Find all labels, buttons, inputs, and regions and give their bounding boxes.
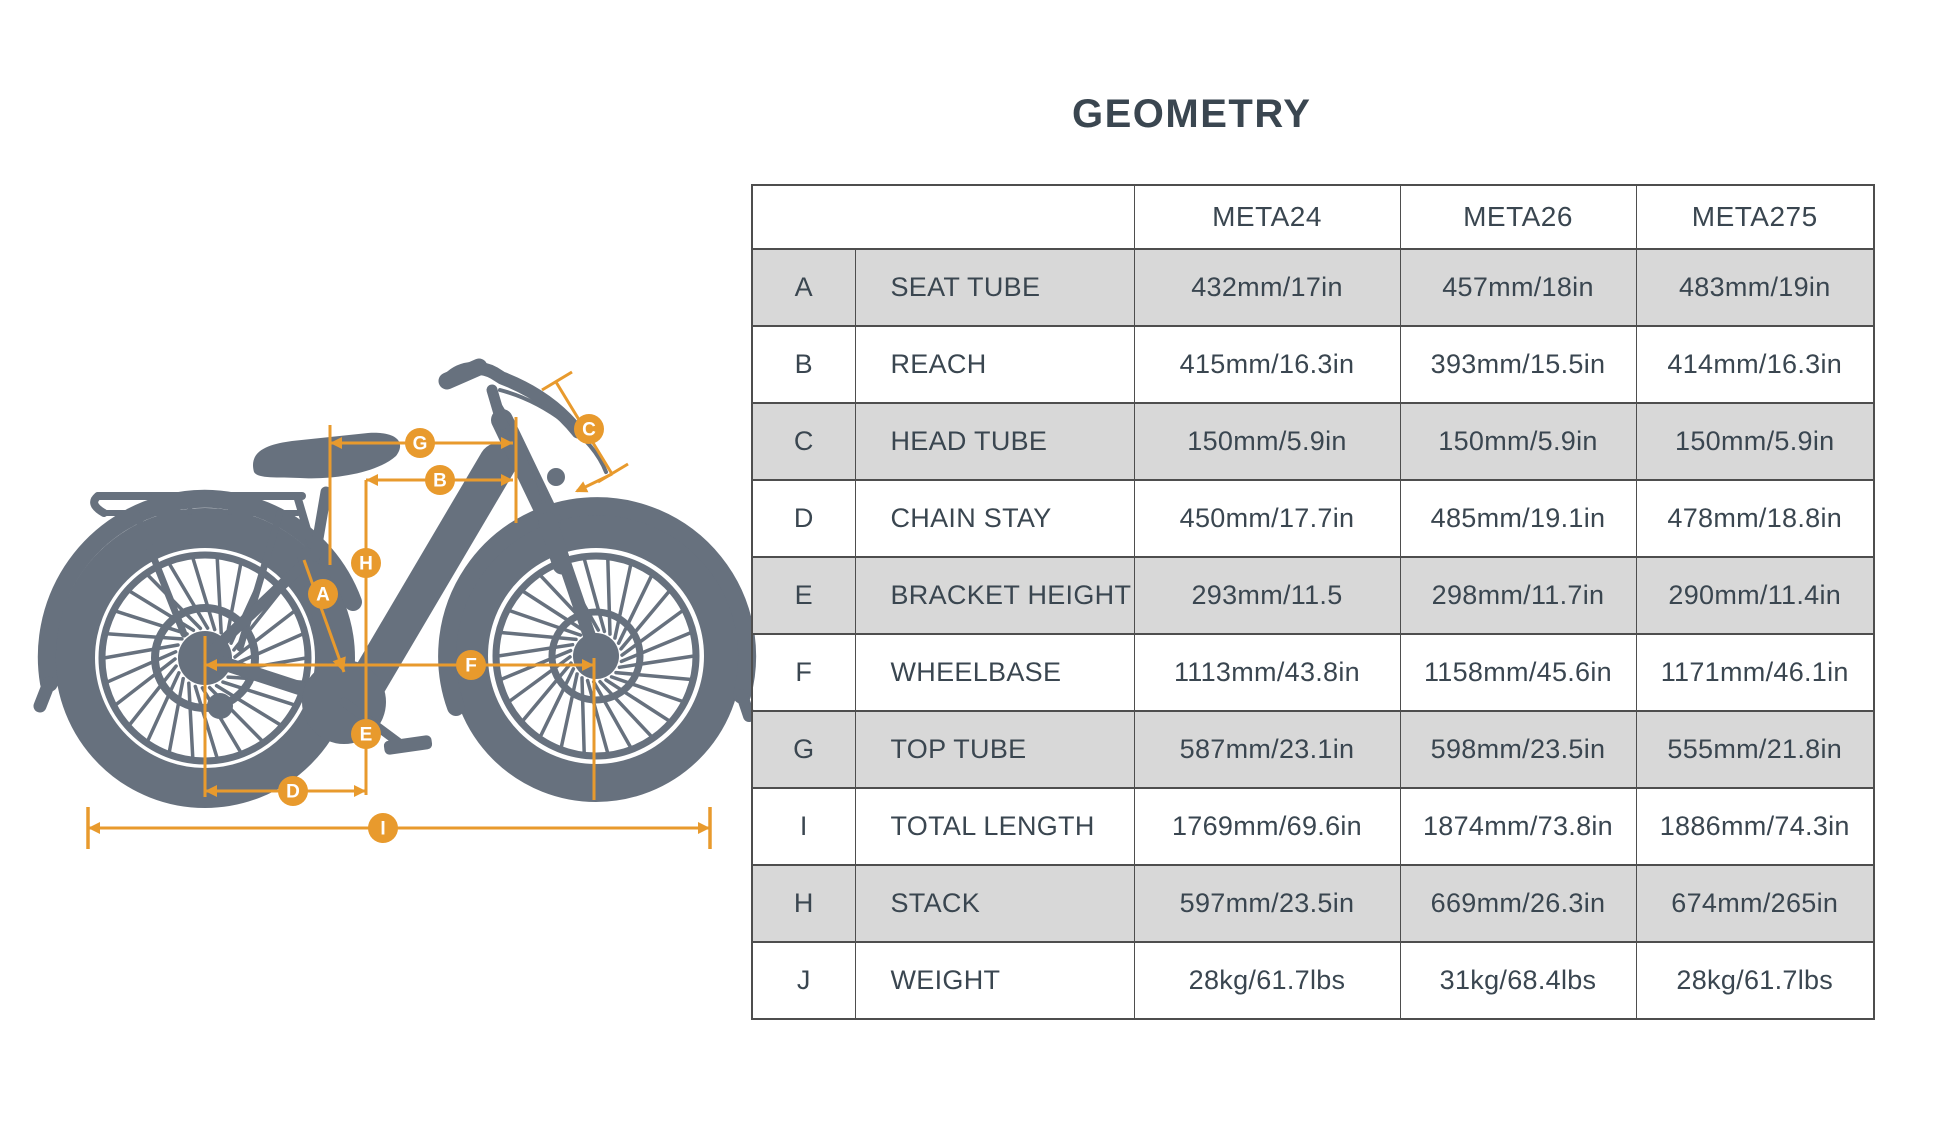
cell-meta275: 478mm/18.8in xyxy=(1636,480,1874,557)
cell-meta275: 290mm/11.4in xyxy=(1636,557,1874,634)
row-letter: E xyxy=(752,557,855,634)
cell-meta24: 597mm/23.5in xyxy=(1134,865,1400,942)
row-label: TOP TUBE xyxy=(855,711,1134,788)
diagram-badge-c xyxy=(574,414,604,444)
row-label: HEAD TUBE xyxy=(855,403,1134,480)
table-row-h xyxy=(752,865,1874,942)
row-label: STACK xyxy=(855,865,1134,942)
cell-meta275: 483mm/19in xyxy=(1636,249,1874,326)
dim-tick-C-top xyxy=(542,372,572,390)
svg-text:A: A xyxy=(316,584,330,606)
table-row-b xyxy=(752,326,1874,403)
row-label: WEIGHT xyxy=(855,942,1134,1019)
cell-meta24: 450mm/17.7in xyxy=(1134,480,1400,557)
row-label: REACH xyxy=(855,326,1134,403)
row-label: CHAIN STAY xyxy=(855,480,1134,557)
row-letter: F xyxy=(752,634,855,711)
cell-meta24: 587mm/23.1in xyxy=(1134,711,1400,788)
bike-silhouette xyxy=(40,367,749,788)
row-label: TOTAL LENGTH xyxy=(855,788,1134,865)
page-title: GEOMETRY xyxy=(1072,92,1312,136)
svg-text:D: D xyxy=(286,781,300,803)
front-mudflap xyxy=(742,695,749,716)
svg-text:I: I xyxy=(380,818,386,840)
fork-crown xyxy=(548,522,562,565)
svg-text:G: G xyxy=(412,433,428,455)
cell-meta24: 415mm/16.3in xyxy=(1134,326,1400,403)
cell-meta26: 485mm/19.1in xyxy=(1400,480,1636,557)
cell-meta275: 150mm/5.9in xyxy=(1636,403,1874,480)
table-row-e xyxy=(752,557,1874,634)
svg-text:H: H xyxy=(359,553,373,575)
cell-meta26: 1158mm/45.6in xyxy=(1400,634,1636,711)
headlight xyxy=(547,468,565,486)
row-letter: D xyxy=(752,480,855,557)
cell-meta275: 1171mm/46.1in xyxy=(1636,634,1874,711)
diagram-badge-a xyxy=(308,579,338,609)
diagram-badge-d xyxy=(278,776,308,806)
cell-meta26: 31kg/68.4lbs xyxy=(1400,942,1636,1019)
rear-mudflap xyxy=(40,683,49,706)
row-letter: H xyxy=(752,865,855,942)
header-spacer-cell xyxy=(752,185,1134,249)
svg-text:E: E xyxy=(359,724,373,746)
row-letter: I xyxy=(752,788,855,865)
cell-meta24: 150mm/5.9in xyxy=(1134,403,1400,480)
table-row-f xyxy=(752,634,1874,711)
svg-text:F: F xyxy=(465,655,477,677)
row-letter: B xyxy=(752,326,855,403)
diagram-badge-e xyxy=(351,719,381,749)
svg-text:C: C xyxy=(582,419,596,441)
table-row-c xyxy=(752,403,1874,480)
cell-meta26: 669mm/26.3in xyxy=(1400,865,1636,942)
cell-meta275: 414mm/16.3in xyxy=(1636,326,1874,403)
svg-text:B: B xyxy=(433,470,447,492)
diagram-badge-b xyxy=(425,465,455,495)
diagram-badge-f xyxy=(456,650,486,680)
saddle xyxy=(253,433,400,479)
cell-meta24: 28kg/61.7lbs xyxy=(1134,942,1400,1019)
row-letter: C xyxy=(752,403,855,480)
bike-diagram-svg xyxy=(0,0,780,1133)
column-header-meta24: META24 xyxy=(1134,185,1400,249)
cell-meta24: 1769mm/69.6in xyxy=(1134,788,1400,865)
table-row-d xyxy=(752,480,1874,557)
column-header-meta275: META275 xyxy=(1636,185,1874,249)
cell-meta26: 598mm/23.5in xyxy=(1400,711,1636,788)
cell-meta26: 393mm/15.5in xyxy=(1400,326,1636,403)
cell-meta26: 298mm/11.7in xyxy=(1400,557,1636,634)
cell-meta275: 674mm/265in xyxy=(1636,865,1874,942)
diagram-badge-g xyxy=(405,428,435,458)
table-row-i xyxy=(752,788,1874,865)
cell-meta26: 1874mm/73.8in xyxy=(1400,788,1636,865)
diagram-badge-i xyxy=(368,813,398,843)
table-row-a xyxy=(752,249,1874,326)
row-label: BRACKET HEIGHT xyxy=(855,557,1134,634)
row-label: SEAT TUBE xyxy=(855,249,1134,326)
table-row-j xyxy=(752,942,1874,1019)
cell-meta275: 1886mm/74.3in xyxy=(1636,788,1874,865)
cell-meta275: 555mm/21.8in xyxy=(1636,711,1874,788)
row-letter: A xyxy=(752,249,855,326)
diagram-badge-h xyxy=(351,548,381,578)
cell-meta275: 28kg/61.7lbs xyxy=(1636,942,1874,1019)
column-header-meta26: META26 xyxy=(1400,185,1636,249)
cell-meta26: 150mm/5.9in xyxy=(1400,403,1636,480)
bike-geometry-diagram xyxy=(0,0,780,1133)
cell-meta24: 1113mm/43.8in xyxy=(1134,634,1400,711)
row-letter: J xyxy=(752,942,855,1019)
table-header-row xyxy=(752,185,1874,249)
cell-meta24: 432mm/17in xyxy=(1134,249,1400,326)
table-row-g xyxy=(752,711,1874,788)
derailleur xyxy=(207,693,233,719)
geometry-table xyxy=(751,184,1875,1020)
cell-meta24: 293mm/11.5 xyxy=(1134,557,1400,634)
row-letter: G xyxy=(752,711,855,788)
cell-meta26: 457mm/18in xyxy=(1400,249,1636,326)
row-label: WHEELBASE xyxy=(855,634,1134,711)
